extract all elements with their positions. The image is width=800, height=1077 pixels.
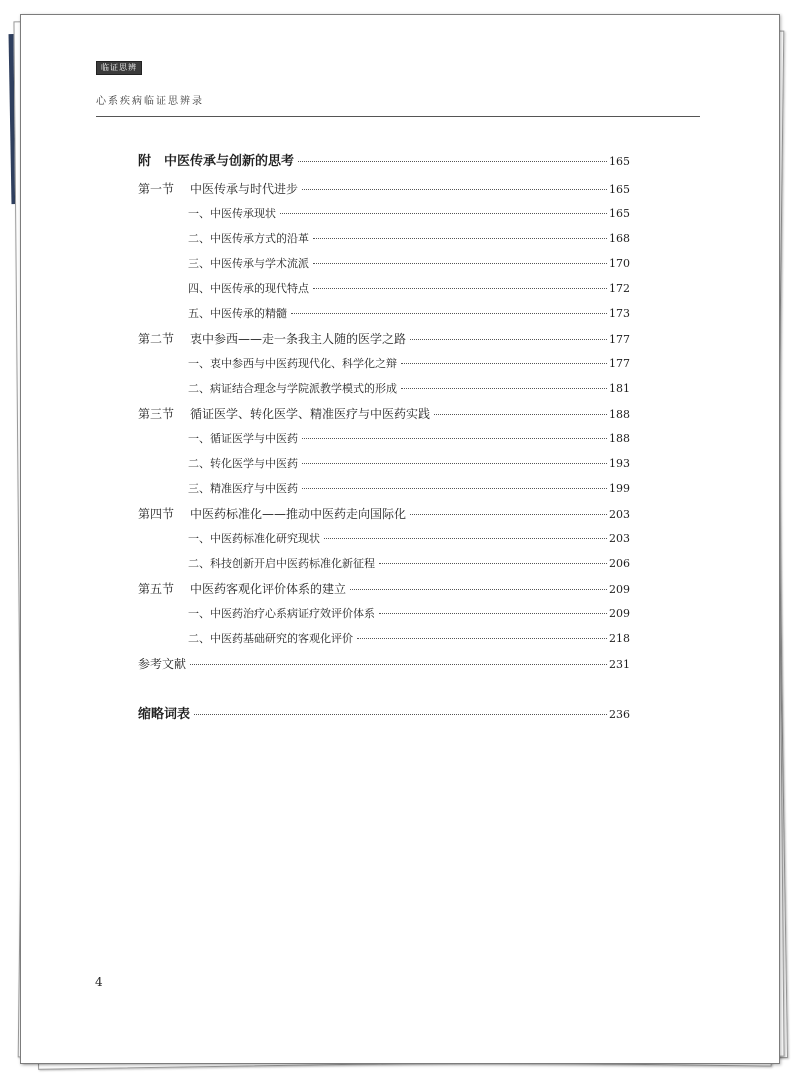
- toc-section-entry[interactable]: [138, 580, 630, 598]
- toc-section-entry[interactable]: [138, 405, 630, 423]
- toc-subsection-entry[interactable]: [188, 630, 630, 648]
- dot-leader: [298, 161, 607, 162]
- toc-entry-title: 一、中医药治疗心系病证疗效评价体系: [188, 607, 375, 620]
- toc-page-number: 181: [609, 382, 630, 395]
- toc-subsection-entry[interactable]: [188, 455, 630, 473]
- toc-entry-prefix: 第四节: [138, 507, 175, 521]
- toc-subsection-entry[interactable]: [188, 255, 630, 273]
- toc-entry-title: 二、转化医学与中医药: [188, 457, 298, 470]
- toc-page-number: 218: [609, 632, 630, 645]
- toc-entry-title: 二、科技创新开启中医药标准化新征程: [188, 557, 375, 570]
- toc-page-number: 170: [609, 257, 630, 270]
- toc-chapter-entry[interactable]: [138, 703, 630, 721]
- toc-entry-title: 参考文献: [138, 657, 187, 671]
- running-head: 心系疾病临证思辨录: [96, 96, 204, 107]
- toc-subsection-entry[interactable]: [188, 230, 630, 248]
- toc-entry-title: 缩略词表: [138, 707, 191, 722]
- dot-leader: [291, 313, 607, 314]
- toc-section-entry[interactable]: [138, 655, 630, 673]
- toc-entry-title: 三、精准医疗与中医药: [188, 482, 298, 495]
- toc-page-number: 173: [609, 307, 630, 320]
- toc-page-number: 188: [609, 408, 630, 421]
- toc-entry-prefix: 第二节: [138, 332, 175, 346]
- toc-entry-prefix: 第三节: [138, 407, 175, 421]
- toc-subsection-entry[interactable]: [188, 430, 630, 448]
- toc-page-number: 177: [609, 357, 630, 370]
- toc-subsection-entry[interactable]: [188, 355, 630, 373]
- page-number: 4: [95, 975, 103, 989]
- toc-page-number: 203: [609, 532, 630, 545]
- toc-entry-title: 四、中医传承的现代特点: [188, 282, 309, 295]
- toc-entry-title: 循证医学、转化医学、精准医疗与中医药实践: [190, 407, 431, 421]
- toc-page-number: 165: [609, 183, 630, 196]
- toc-page-number: 188: [609, 432, 630, 445]
- dot-leader: [313, 263, 607, 264]
- toc-subsection-entry[interactable]: [188, 280, 630, 298]
- toc-subsection-entry[interactable]: [188, 480, 630, 498]
- dot-leader: [194, 714, 607, 715]
- dot-leader: [302, 463, 607, 464]
- dot-leader: [313, 238, 607, 239]
- toc-page-number: 203: [609, 508, 630, 521]
- dot-leader: [401, 388, 607, 389]
- toc-entry-title: 一、衷中参西与中医药现代化、科学化之辩: [188, 357, 397, 370]
- dot-leader: [302, 488, 607, 489]
- dot-leader: [401, 363, 607, 364]
- toc-entry-title: 二、病证结合理念与学院派教学模式的形成: [188, 382, 397, 395]
- dot-leader: [379, 613, 607, 614]
- toc-entry-title: 衷中参西——走一条我主人随的医学之路: [190, 332, 407, 346]
- toc-section-entry[interactable]: [138, 330, 630, 348]
- toc-entry-prefix: 第五节: [138, 582, 175, 596]
- dot-leader: [280, 213, 607, 214]
- toc-entry-prefix: 附: [138, 154, 152, 169]
- toc-entry-title: 中医传承与时代进步: [190, 182, 299, 196]
- toc-page-number: 236: [609, 708, 630, 721]
- toc-page-number: 209: [609, 583, 630, 596]
- dot-leader: [350, 589, 607, 590]
- toc-subsection-entry[interactable]: [188, 380, 630, 398]
- toc-subsection-entry[interactable]: [188, 605, 630, 623]
- toc-page-number: 193: [609, 457, 630, 470]
- dot-leader: [379, 563, 607, 564]
- toc-entry-prefix: 第一节: [138, 182, 175, 196]
- toc-entry-title: 中医传承与创新的思考: [164, 154, 295, 169]
- toc-page-number: 172: [609, 282, 630, 295]
- toc-section-entry[interactable]: [138, 180, 630, 198]
- toc-entry-title: 五、中医传承的精髓: [188, 307, 287, 320]
- dot-leader: [324, 538, 607, 539]
- toc-entry-title: 一、中医传承现状: [188, 207, 276, 220]
- toc-chapter-entry[interactable]: [138, 150, 630, 168]
- dot-leader: [410, 339, 607, 340]
- dot-leader: [410, 514, 607, 515]
- toc-page-number: 206: [609, 557, 630, 570]
- toc-page-number: 199: [609, 482, 630, 495]
- toc-entry-title: 一、循证医学与中医药: [188, 432, 298, 445]
- toc-subsection-entry[interactable]: [188, 555, 630, 573]
- dot-leader: [302, 438, 607, 439]
- series-logo: 临证思辨: [96, 61, 142, 75]
- toc-page-number: 165: [609, 155, 630, 168]
- toc-page-number: 168: [609, 232, 630, 245]
- toc-subsection-entry[interactable]: [188, 530, 630, 548]
- toc-page-number: 231: [609, 658, 630, 671]
- toc-entry-title: 二、中医药基础研究的客观化评价: [188, 632, 353, 645]
- dot-leader: [190, 664, 607, 665]
- toc-page-number: 165: [609, 207, 630, 220]
- dot-leader: [313, 288, 607, 289]
- toc-entry-title: 二、中医传承方式的沿革: [188, 232, 309, 245]
- toc-subsection-entry[interactable]: [188, 305, 630, 323]
- toc-entry-title: 中医药客观化评价体系的建立: [190, 582, 347, 596]
- header-rule: [96, 116, 700, 117]
- toc-page-number: 209: [609, 607, 630, 620]
- toc-section-entry[interactable]: [138, 505, 630, 523]
- toc-entry-title: 一、中医药标准化研究现状: [188, 532, 320, 545]
- dot-leader: [357, 638, 607, 639]
- toc-subsection-entry[interactable]: [188, 205, 630, 223]
- toc-entry-title: 中医药标准化——推动中医药走向国际化: [190, 507, 407, 521]
- dot-leader: [434, 414, 607, 415]
- toc-entry-title: 三、中医传承与学术流派: [188, 257, 309, 270]
- dot-leader: [302, 189, 607, 190]
- toc-page-number: 177: [609, 333, 630, 346]
